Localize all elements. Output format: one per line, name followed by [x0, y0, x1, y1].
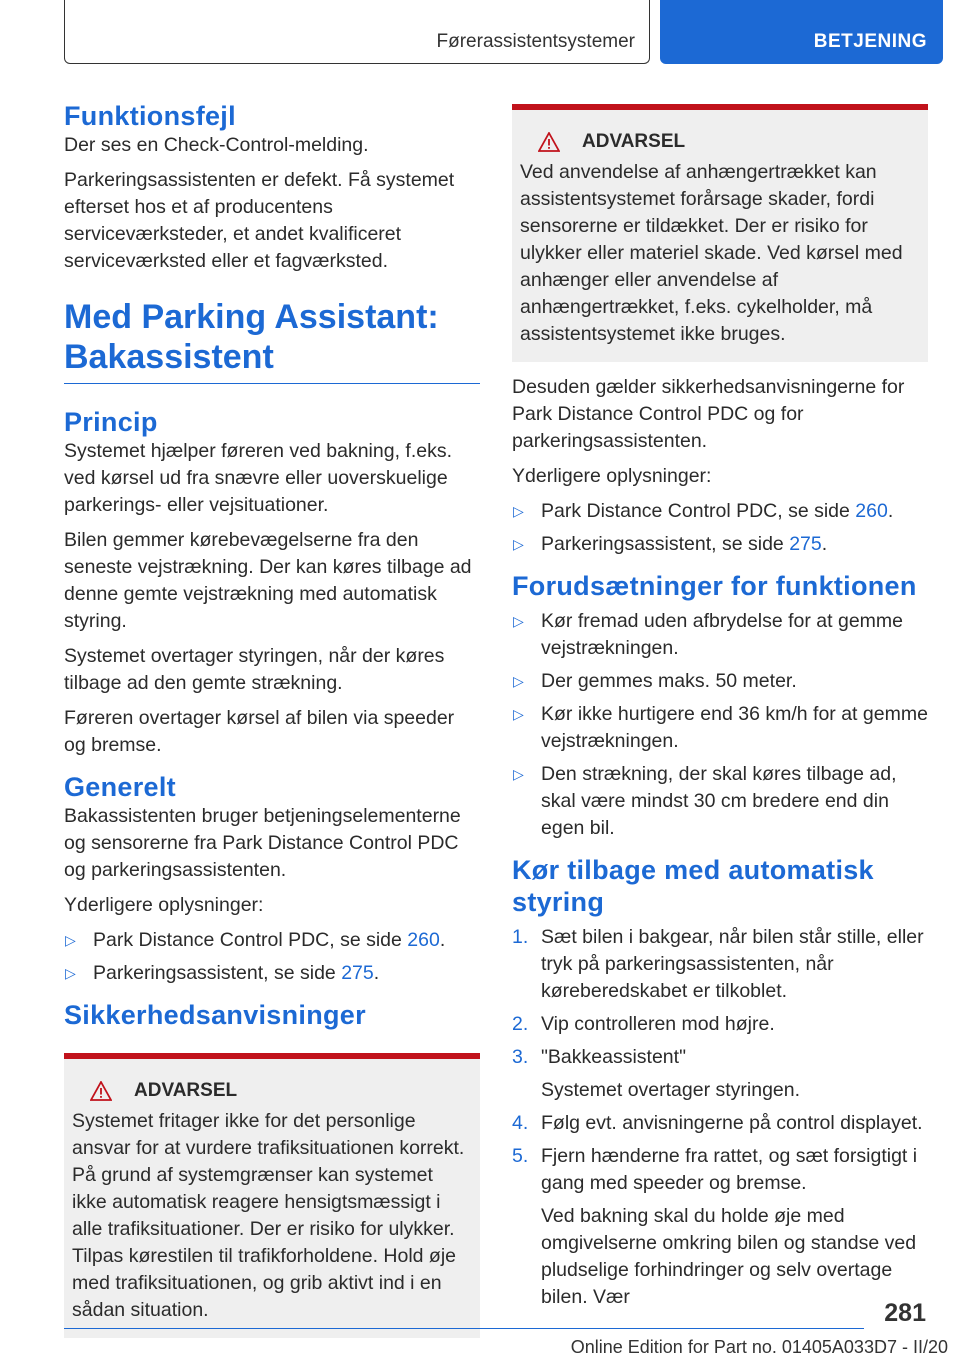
- warning-text: Ved anvendelse af anhængertrækket kan assistentsystemet forårsage skader, fordi sensorerne er tildækket. Der er risiko for ulykker eller materiel skade. Ved kørsel med anhænger eller anvendelse af anhængertrækket, f.eks. cykelholder, må assistentsystemet ikke bruges.: [520, 161, 903, 345]
- paragraph: Føreren overtager kørsel af bilen via speeder og bremse.: [64, 707, 455, 756]
- footer-edition: Online Edition for Part no. 01405A033D7 - II/20: [570, 1337, 948, 1357]
- heading-princip: Princip: [64, 407, 158, 437]
- list-item: ▷ Park Distance Control PDC, se side 260.: [512, 498, 928, 525]
- list-item: ▷ Park Distance Control PDC, se side 260.: [64, 927, 480, 954]
- main-heading: [64, 297, 480, 384]
- triangle-bullet-icon: ▷: [513, 503, 524, 519]
- triangle-bullet-icon: ▷: [65, 965, 76, 981]
- triangle-bullet-icon: ▷: [65, 932, 76, 948]
- heading-sikkerhed: Sikkerhedsanvisninger: [64, 1000, 366, 1030]
- footer-divider: [64, 1328, 864, 1329]
- paragraph: Yderligere oplysninger:: [64, 894, 264, 916]
- heading-koer-tilbage: Kør tilbage med automatisk styring: [512, 855, 874, 917]
- section-koer-tilbage: [512, 854, 928, 1311]
- section-sikkerhed: [64, 999, 480, 1338]
- list-item: ▷ Den strækning, der skal køres tilbage ad, skal være mindst 30 cm bredere end din egen bil.: [513, 763, 897, 839]
- page-link[interactable]: 275: [789, 533, 822, 555]
- heading-forudsaetninger: Forudsætninger for funktionen: [512, 571, 917, 601]
- paragraph: Systemet hjælper føreren ved bakning, f.eks. ved kørsel ud fra snævre eller uoverskuelige parkerings- eller vejsituationer.: [64, 440, 453, 516]
- paragraph: Bakassistenten bruger betjeningselementerne og sensorerne fra Park Distance Control PDC og parkeringsassistenten.: [64, 805, 461, 881]
- section-forudsaetninger: [512, 570, 928, 842]
- header-section-title: Førerassistentsystemer: [436, 31, 635, 52]
- right-column: [512, 100, 928, 1317]
- heading-generelt: Generelt: [64, 772, 176, 802]
- main-heading-line2: Bakassistent: [64, 338, 274, 376]
- triangle-bullet-icon: ▷: [513, 536, 524, 552]
- list-item: ▷ Kør fremad uden afbrydelse for at gemme vejstrækningen.: [513, 610, 903, 659]
- steps-list: [512, 924, 928, 1311]
- warning-triangle-icon: [90, 1081, 112, 1101]
- warning-label: ADVARSEL: [134, 1080, 238, 1101]
- triangle-bullet-icon: ▷: [513, 766, 524, 782]
- paragraph: Bilen gemmer kørebevægelserne fra den seneste vejstrækning. Der kan køres tilbage ad denne gemte vejstrækning med automatisk styring.: [64, 529, 472, 632]
- paragraph: Systemet overtager styringen, når der køres tilbage ad den gemte strækning.: [64, 645, 445, 694]
- step-subtext: Systemet overtager styringen.: [541, 1079, 801, 1101]
- page-number: 281: [884, 1299, 926, 1327]
- triangle-bullet-icon: ▷: [513, 706, 524, 722]
- reference-list: [512, 498, 928, 558]
- paragraph: Der ses en Check-Control-melding.: [64, 134, 369, 156]
- list-item: ▷ Der gemmes maks. 50 meter.: [512, 668, 928, 695]
- step-subtext: Ved bakning skal du holde øje med omgivelserne omkring bilen og standse ved pludselige forhindringer og selv overtage bilen. Vær: [541, 1205, 917, 1308]
- main-heading-line1: Med Parking Assistant:: [64, 298, 439, 336]
- warning-label: ADVARSEL: [582, 131, 686, 152]
- warning-box: [64, 1053, 480, 1338]
- section-funktionsfejl: [64, 100, 480, 275]
- warning-text: Systemet fritager ikke for det personlige ansvar for at vurdere trafiksituationen korrekt. På grund af systemgrænser kan systemet ikke automatisk reagere hensigtsmæssigt i alle trafiksituationer. Der er risiko for ulykker. Tilpas kørestilen til trafikforholdene. Hold øje med trafiksituationen, og grib aktivt ind i en sådan situation.: [72, 1110, 465, 1321]
- paragraph: Parkeringsassistenten er defekt. Få systemet efterset hos et af producentens serviceværksteder, et andet kvalificeret serviceværksted eller et fagværksted.: [64, 169, 455, 272]
- header-chapter-tab: [660, 0, 943, 64]
- left-column: [64, 100, 480, 1338]
- step-item: 3. "Bakkeassistent" Systemet overtager styringen.: [512, 1044, 928, 1104]
- step-item: 2. Vip controlleren mod højre.: [512, 1013, 775, 1035]
- triangle-bullet-icon: ▷: [513, 613, 524, 629]
- requirements-list: [512, 608, 928, 842]
- heading-funktionsfejl: Funktionsfejl: [64, 101, 236, 131]
- list-item: ▷ Kør ikke hurtigere end 36 km/h for at gemme vejstrækningen.: [513, 703, 928, 752]
- paragraph: Yderligere oplysninger:: [512, 465, 712, 487]
- section-princip: [64, 406, 480, 759]
- list-item: ▷ Parkeringsassistent, se side 275.: [512, 531, 928, 558]
- page-link[interactable]: 260: [855, 500, 888, 522]
- section-generelt: [64, 771, 480, 987]
- warning-box: [512, 104, 928, 362]
- step-item: 5. Fjern hænderne fra rattet, og sæt forsigtigt i gang med speeder og bremse. Ved bakning skal du holde øje med omgivelserne omkring bilen og standse ved pludselige forhindringer og selv overtage bilen. Vær: [512, 1143, 928, 1311]
- paragraph: Desuden gælder sikkerhedsanvisningerne for Park Distance Control PDC og for parkeringsassistenten.: [512, 376, 905, 452]
- header-chapter-title: BETJENING: [813, 31, 927, 52]
- page-link[interactable]: 260: [407, 929, 440, 951]
- warning-triangle-icon: [538, 132, 560, 152]
- step-item: 4. Følg evt. anvisningerne på control displayet.: [512, 1112, 923, 1134]
- list-item: ▷ Parkeringsassistent, se side 275.: [64, 960, 480, 987]
- triangle-bullet-icon: ▷: [513, 673, 524, 689]
- step-item: 1. Sæt bilen i bakgear, når bilen står stille, eller tryk på parkeringsassistenten, når køreberedskabet er tilkoblet.: [512, 926, 924, 1002]
- header-section-tab: [64, 0, 650, 64]
- reference-list: [64, 927, 480, 987]
- page-link[interactable]: 275: [341, 962, 374, 984]
